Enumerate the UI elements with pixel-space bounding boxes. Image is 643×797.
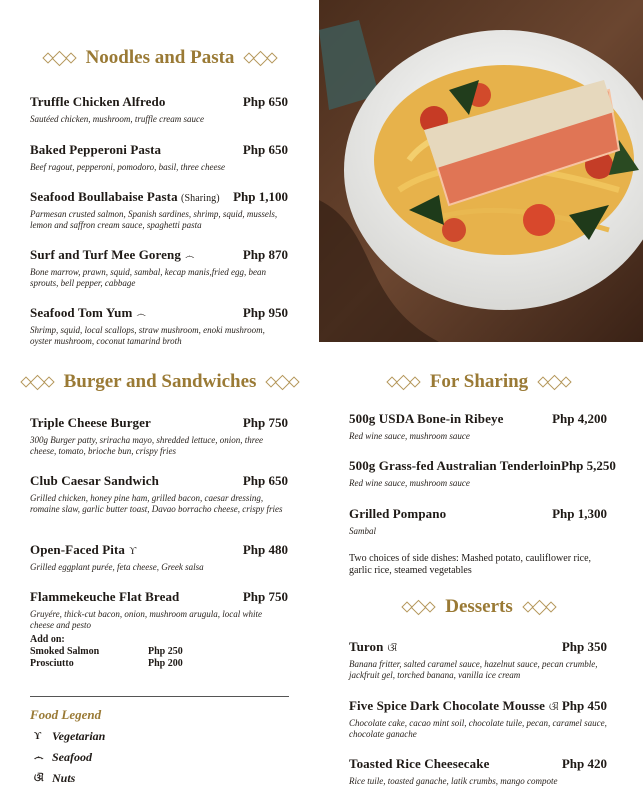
item-description: Shrimp, squid, local scallops, straw mushroom, enoki mushroom, oyster mushroom, coconut tamarind broth <box>30 325 265 346</box>
item-name: Truffle Chicken Alfredo <box>30 94 166 109</box>
seafood-icon: ෴ <box>184 251 195 262</box>
item-description: Gruyére, thick-cut bacon, onion, mushroom arugula, local white cheese and pesto <box>30 609 263 630</box>
ornament-icon <box>43 53 76 64</box>
item-price: Php 650 <box>242 142 288 157</box>
seafood-icon: ෴ <box>136 309 146 320</box>
noodles-section-title <box>30 47 290 69</box>
item-price: Php 1,300 <box>552 506 607 521</box>
side-dishes-note: Two choices of side dishes: Mashed potato, cauliflower rice, garlic rice, steamed vegetables <box>349 553 592 576</box>
item-price: Php 450 <box>561 698 607 713</box>
legend-title: Food Legend <box>30 707 102 722</box>
menu-item <box>30 247 288 289</box>
menu-item <box>30 142 288 173</box>
item-name: Open-Faced Pita <box>30 542 126 557</box>
item-description: Banana fritter, salted caramel sauce, hazelnut sauce, pecan crumble, jackfruit gel, torched banana, vanilla ice cream <box>349 659 598 680</box>
item-name: Triple Cheese Burger <box>30 415 151 430</box>
item-price: Php 750 <box>242 589 288 604</box>
item-description: Grilled chicken, honey pine ham, grilled bacon, caesar dressing, romaine slaw, garlic butter toast, Davao borracho cheese, crispy fries <box>30 493 283 514</box>
legend-label: Seafood <box>52 750 92 764</box>
legend-item <box>34 771 75 786</box>
item-description: Sambal <box>349 526 376 536</box>
item-price: Php 750 <box>242 415 288 430</box>
desserts-section-title <box>349 596 609 618</box>
section-heading: Burger and Sandwiches <box>63 371 257 392</box>
item-description: Red wine sauce, mushroom sauce <box>349 431 470 441</box>
add-on-name: Prosciutto <box>30 658 74 669</box>
section-heading: For Sharing <box>429 371 529 392</box>
item-name: Seafood Tom Yum <box>30 305 133 320</box>
ornament-icon <box>266 377 299 388</box>
item-price: Php 650 <box>242 94 288 109</box>
item-name: 500g USDA Bone-in Ribeye <box>349 411 504 426</box>
item-name: Turon <box>349 639 384 654</box>
item-name: Surf and Turf Mee Goreng <box>30 247 181 262</box>
menu-item <box>349 506 607 537</box>
item-description: Red wine sauce, mushroom sauce <box>349 478 470 488</box>
sharing-section-title <box>349 371 609 393</box>
salmon-pasta-photo <box>319 0 643 342</box>
burgers-section-title <box>30 371 290 393</box>
menu-item <box>30 473 288 515</box>
section-heading: Desserts <box>445 596 513 617</box>
item-price: Php 1,100 <box>233 189 288 204</box>
add-on-price: Php 250 <box>148 646 183 657</box>
item-description: 300g Burger patty, sriracha mayo, shredded lettuce, onion, three cheese, tomato, brioche bun, crispy fries <box>30 435 263 456</box>
item-description: Sautéed chicken, mushroom, truffle cream sauce <box>30 114 205 124</box>
ornament-icon <box>402 602 435 613</box>
ornament-icon <box>21 377 54 388</box>
add-on-label: Add on: <box>30 634 65 645</box>
item-name: Seafood Boullabaise Pasta <box>30 189 178 204</box>
item-description: Bone marrow, prawn, squid, sambal, kecap manis,fried egg, bean sprouts, bell pepper, cabbage <box>30 267 266 288</box>
salmon-pasta-illustration <box>319 0 643 342</box>
ornament-icon <box>244 53 277 64</box>
item-price: Php 350 <box>561 639 607 654</box>
item-description: Rice tuile, toasted ganache, latik crumbs, mango compote <box>349 776 558 786</box>
item-price: Php 4,200 <box>552 411 607 426</box>
item-price: Php 870 <box>242 247 288 262</box>
item-price: Php 480 <box>242 542 288 557</box>
item-name: Toasted Rice Cheesecake <box>349 756 490 771</box>
item-price: Php 420 <box>561 756 607 771</box>
menu-item <box>30 542 288 573</box>
ornament-icon <box>523 602 556 613</box>
item-price: Php 950 <box>242 305 288 320</box>
menu-item <box>349 639 607 681</box>
item-description: Parmesan crusted salmon, Spanish sardines, shrimp, squid, mussels, lemon and saffron cream sauce, spaghetti pasta <box>30 209 278 230</box>
item-name: Baked Pepperoni Pasta <box>30 142 162 157</box>
menu-item <box>349 698 607 740</box>
legend-label: Vegetarian <box>52 729 106 743</box>
menu-item <box>30 94 288 125</box>
section-heading: Noodles and Pasta <box>85 47 235 68</box>
vegetarian-icon: ϒ <box>34 731 42 742</box>
ornament-icon <box>538 377 571 388</box>
item-description: Chocolate cake, cacao mint soil, chocolate tuile, pecan, caramel sauce, chocolate ganache <box>349 718 607 739</box>
item-description: Beef ragout, pepperoni, pomodoro, basil, three cheese <box>30 162 225 172</box>
vegetarian-icon: ϒ <box>129 546 137 557</box>
legend-label: Nuts <box>52 771 76 785</box>
menu-item <box>30 189 288 231</box>
item-name: 500g Grass-fed Australian Tenderloin <box>349 458 561 473</box>
item-name-note: (Sharing) <box>181 193 220 204</box>
add-on-row <box>30 646 230 658</box>
menu-item <box>30 415 288 457</box>
nuts-icon: ଔ <box>549 702 559 713</box>
legend-item <box>34 729 105 744</box>
add-on-row <box>30 658 230 670</box>
menu-item <box>30 589 288 631</box>
add-on-price: Php 200 <box>148 658 183 669</box>
legend-item <box>34 750 92 765</box>
add-on-list <box>30 634 230 670</box>
ornament-icon <box>387 377 420 388</box>
seafood-icon: ෴ <box>34 752 44 763</box>
nuts-icon: ଔ <box>387 643 398 654</box>
nuts-icon: ଔ <box>34 773 44 784</box>
divider <box>30 696 289 697</box>
item-name: Flammekeuche Flat Bread <box>30 589 180 604</box>
menu-item <box>349 411 607 442</box>
add-on-name: Smoked Salmon <box>30 646 100 657</box>
item-description: Grilled eggplant purée, feta cheese, Greek salsa <box>30 562 204 572</box>
menu-item <box>349 458 616 489</box>
item-name: Grilled Pompano <box>349 506 447 521</box>
item-name: Club Caesar Sandwich <box>30 473 159 488</box>
item-price: Php 5,250 <box>561 458 616 473</box>
menu-item <box>349 756 607 787</box>
item-name: Five Spice Dark Chocolate Mousse <box>349 698 546 713</box>
menu-item <box>30 305 288 347</box>
item-price: Php 650 <box>242 473 288 488</box>
